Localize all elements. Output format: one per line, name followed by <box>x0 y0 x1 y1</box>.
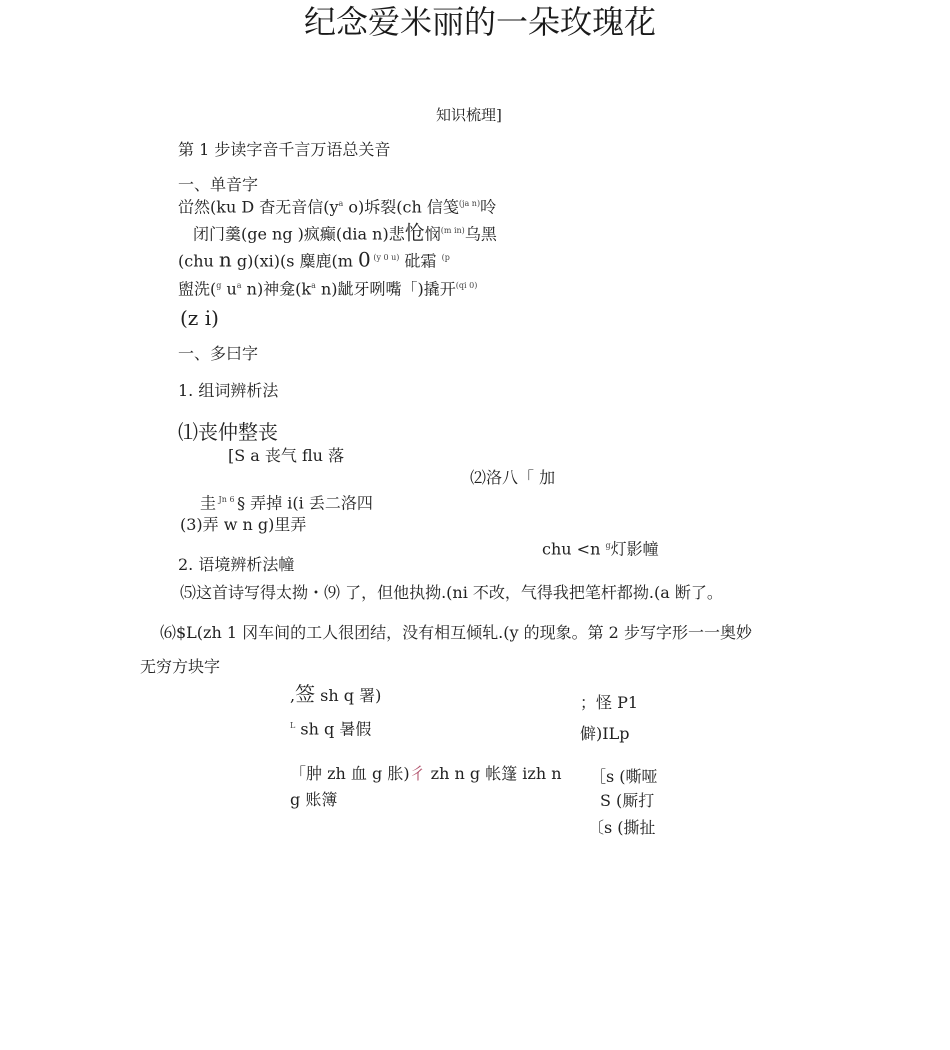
step1-heading: 第 1 步读字音千言万语总关音 <box>178 140 391 159</box>
glyph-pi: 僻)ILp <box>580 724 630 743</box>
single-sound-line-4: 盥洗($^g$ $u^a$ n)神龛($k^a$ n)龇牙咧嘴「)撬开$^{(qi 0)}$ <box>178 279 478 299</box>
method-1-label: 1. 组词辨析法 <box>178 381 279 400</box>
glyph-si-1: ［s (嘶哑 <box>590 767 658 786</box>
single-sound-line-1: 峃然(ku D 杳无音信($y^a$ o)坼裂(ch 信笺$^{(ja n)}$呤 <box>178 197 497 217</box>
item-1: ⑴丧仲整丧 <box>178 420 278 444</box>
item-2: ⑵洛八「 加 <box>470 468 556 487</box>
item-3: (3)弄 w n g)里弄 <box>180 515 307 534</box>
gui-line: 圭 $^{Jn 6}$ § 弄掉 i(i 丢二洛四 <box>200 493 373 513</box>
item-6-continued: 无穷方块字 <box>140 657 221 676</box>
glyph-zhang-1: 「肿 zh 血 g 胀)彳 zh n g 帐篷 izh n <box>290 764 562 783</box>
single-sound-line-5: (z i) <box>180 306 219 330</box>
section-header: 知识梳理] <box>436 106 502 124</box>
glyph-guai: ；怪 P1 <box>580 693 639 712</box>
item-6: ⑹$L(zh 1 冈车间的工人很团结，没有相互倾轧.(y 的现象。第 2 步写字形一一奥妙 <box>160 623 752 642</box>
glyph-zhang-2: g 账簿 <box>290 790 338 809</box>
document-title: 纪念爱米丽的一朵玫瑰花 <box>304 3 657 41</box>
item-5: ⑸这首诗写得太拗・⑼ 了，但他执拗.(ni 不改，气得我把笔杆都拗.(a 断了。 <box>180 583 723 602</box>
glyph-si-3: 〔s (撕扯 <box>588 818 656 837</box>
multi-sound-heading: 一、多曰字 <box>178 344 259 363</box>
glyph-shu-2: $^L$ sh q 暑假 <box>290 719 372 739</box>
item-1-sub: [S a 丧气 flu 落 <box>228 446 345 465</box>
method-2-label: 2. 语境辨析法幢 <box>178 555 295 574</box>
glyph-shu-1: ,签 sh q 署) <box>290 682 382 706</box>
glyph-si-2: S (厮打 <box>600 791 655 810</box>
single-sound-heading: 一、单音字 <box>178 175 259 194</box>
chu-line: chu <n $^g$灯影幢 <box>542 539 659 559</box>
single-sound-line-3: (chu n g)(xi)(s 麋鹿(m 0 $^{(y 0 u)}$ 砒霜 $^{(p}$ <box>178 247 450 272</box>
single-sound-line-2: 闭门羹(ge ng )疯癫(dia n)悲怆悯$^{(m in)}$乌黑 <box>193 220 497 245</box>
